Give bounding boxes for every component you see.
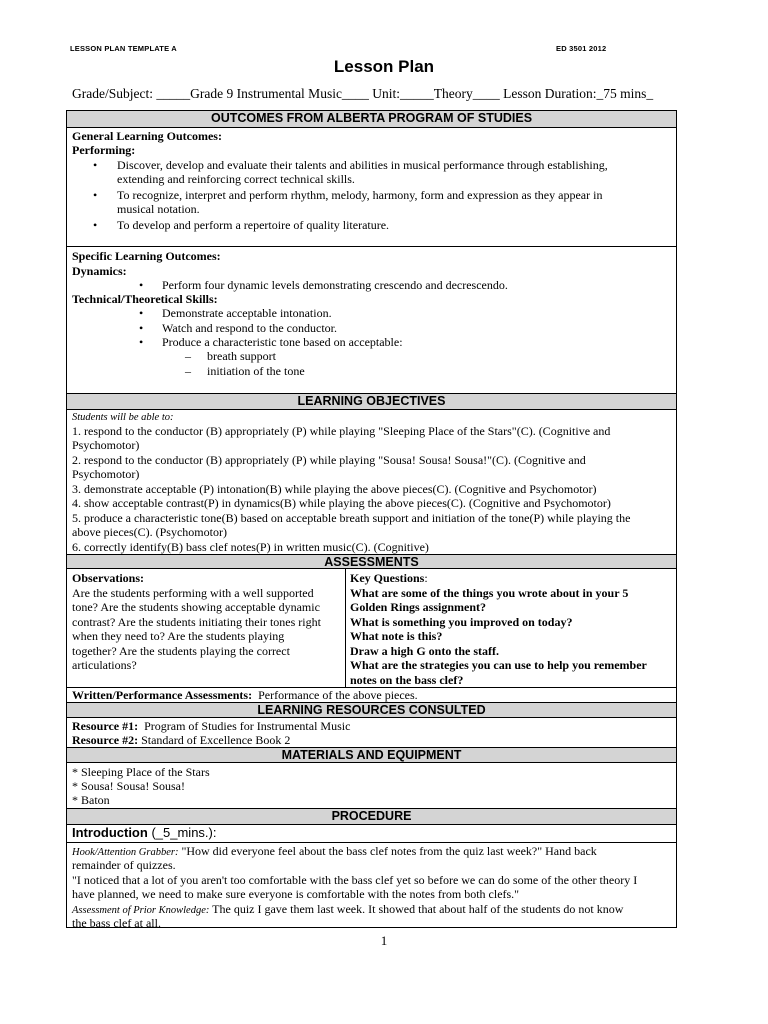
observation-line: together? Are the students playing the correct — [72, 644, 290, 658]
objective-line: above pieces(C). (Psychomotor) — [72, 525, 227, 539]
dash-icon: – — [185, 349, 191, 363]
key-question-line: What note is this? — [350, 629, 443, 643]
technical-outcome-3: Produce a characteristic tone based on acceptable: — [162, 335, 403, 349]
prior-knowledge-line-1: Assessment of Prior Knowledge: The quiz I gave them last week. It showed that about half of the students do not know — [72, 902, 624, 916]
bullet-icon: • — [93, 158, 98, 172]
bullet-icon: • — [139, 335, 144, 349]
hook-line-1: Hook/Attention Grabber: "How did everyone feel about the bass clef notes from the quiz last week?" Hand back — [72, 844, 597, 858]
dash-icon: – — [185, 364, 191, 378]
key-question-line: What is something you improved on today? — [350, 615, 573, 629]
hook-line-4: have planned, we need to make sure everyone is comfortable with the notes from both clefs." — [72, 887, 520, 901]
objective-line: Psychomotor) — [72, 467, 140, 481]
key-question-line: What are some of the things you wrote about in your 5 — [350, 586, 629, 600]
objectives-intro: Students will be able to: — [72, 412, 174, 423]
key-question-line: What are the strategies you can use to help you remember — [350, 658, 647, 672]
technical-outcome-1: Demonstrate acceptable intonation. — [162, 306, 332, 320]
resources-heading: LEARNING RESOURCES CONSULTED — [67, 702, 676, 718]
resource-item: Resource #1: Program of Studies for Instrumental Music — [72, 719, 351, 733]
bullet-icon: • — [93, 218, 98, 232]
observation-line: Are the students performing with a well supported — [72, 586, 314, 600]
observation-line: articulations? — [72, 658, 137, 672]
bullet-icon: • — [139, 278, 144, 292]
prior-knowledge-line-2: the bass clef at all. — [72, 916, 161, 930]
assessments-heading: ASSESSMENTS — [67, 554, 676, 569]
general-outcome-1-line-2: extending and reinforcing correct technical skills. — [117, 172, 355, 186]
dynamics-title: Dynamics: — [72, 264, 127, 278]
divider — [67, 842, 676, 843]
hook-line-2: remainder of quizzes. — [72, 858, 176, 872]
key-question-line: Draw a high G onto the staff. — [350, 644, 499, 658]
technical-title: Technical/Theoretical Skills: — [72, 292, 218, 306]
general-outcome-1-line-1: Discover, develop and evaluate their talents and abilities in musical performance through establishing, — [117, 158, 608, 172]
dynamics-outcome-1: Perform four dynamic levels demonstrating crescendo and decrescendo. — [162, 278, 508, 292]
objective-line: Psychomotor) — [72, 438, 140, 452]
page-title: Lesson Plan — [333, 57, 435, 76]
outcomes-heading: OUTCOMES FROM ALBERTA PROGRAM OF STUDIES — [67, 111, 676, 128]
column-divider — [345, 569, 346, 687]
objective-line: 1. respond to the conductor (B) appropriately (P) while playing "Sleeping Place of the Stars"(C). (Cognitive and — [72, 424, 611, 438]
material-item: * Baton — [72, 793, 110, 807]
hook-line-3: "I noticed that a lot of you aren't too comfortable with the bass clef yet so before we can do some of the other theory I — [72, 873, 638, 887]
tone-sub-2: initiation of the tone — [207, 364, 305, 378]
introduction-title: Introduction (_5_mins.): — [72, 825, 217, 840]
materials-heading: MATERIALS AND EQUIPMENT — [67, 747, 676, 763]
tone-sub-1: breath support — [207, 349, 276, 363]
observation-line: when they need to? Are the students playing — [72, 629, 285, 643]
key-question-line: notes on the bass clef? — [350, 673, 464, 687]
observation-line: tone? Are the students showing acceptable dynamic — [72, 600, 320, 614]
template-label: LESSON PLAN TEMPLATE A — [70, 44, 177, 53]
objective-line: 5. produce a characteristic tone(B) based on acceptable breath support and initiation of the tone(P) while playing the — [72, 511, 631, 525]
objectives-heading: LEARNING OBJECTIVES — [67, 393, 676, 410]
technical-outcome-2: Watch and respond to the conductor. — [162, 321, 337, 335]
material-item: * Sousa! Sousa! Sousa! — [72, 779, 185, 793]
bullet-icon: • — [139, 321, 144, 335]
grade-subject-line: Grade/Subject: _____Grade 9 Instrumental Music____ Unit:_____Theory____ Lesson Duration:_75 mins_ — [72, 86, 654, 101]
lesson-plan-table — [66, 110, 677, 928]
observations-title: Observations: — [72, 571, 144, 585]
specific-outcomes-title: Specific Learning Outcomes: — [72, 249, 221, 263]
resource-item: Resource #2: Standard of Excellence Book 2 — [72, 733, 291, 747]
general-outcomes-title: General Learning Outcomes: — [72, 129, 222, 143]
key-questions-title: Key Questions: — [350, 571, 428, 585]
procedure-heading: PROCEDURE — [67, 808, 676, 825]
general-outcome-3: To develop and perform a repertoire of quality literature. — [117, 218, 390, 232]
bullet-icon: • — [93, 188, 98, 202]
general-outcome-2-line-2: musical notation. — [117, 202, 200, 216]
general-outcome-2-line-1: To recognize, interpret and perform rhythm, melody, harmony, form and expression as they appear in — [117, 188, 603, 202]
page-number: 1 — [380, 933, 388, 948]
course-label: ED 3501 2012 — [556, 44, 607, 53]
objective-line: 2. respond to the conductor (B) appropriately (P) while playing "Sousa! Sousa! Sousa!"(C). (Cognitive and — [72, 453, 586, 467]
bullet-icon: • — [139, 306, 144, 320]
objective-line: 6. correctly identify(B) bass clef notes(P) in written music(C). (Cognitive) — [72, 540, 429, 554]
objective-line: 3. demonstrate acceptable (P) intonation(B) while playing the above pieces(C). (Cognitive and Psychomotor) — [72, 482, 597, 496]
written-assessments: Written/Performance Assessments: Performance of the above pieces. — [72, 688, 418, 702]
key-question-line: Golden Rings assignment? — [350, 600, 487, 614]
performing-title: Performing: — [72, 143, 136, 157]
observation-line: contrast? Are the students initiating their tones right — [72, 615, 321, 629]
divider — [67, 246, 676, 247]
objective-line: 4. show acceptable contrast(P) in dynamics(B) while playing the above pieces(C). (Cognitive and Psychomotor) — [72, 496, 611, 510]
material-item: * Sleeping Place of the Stars — [72, 765, 210, 779]
